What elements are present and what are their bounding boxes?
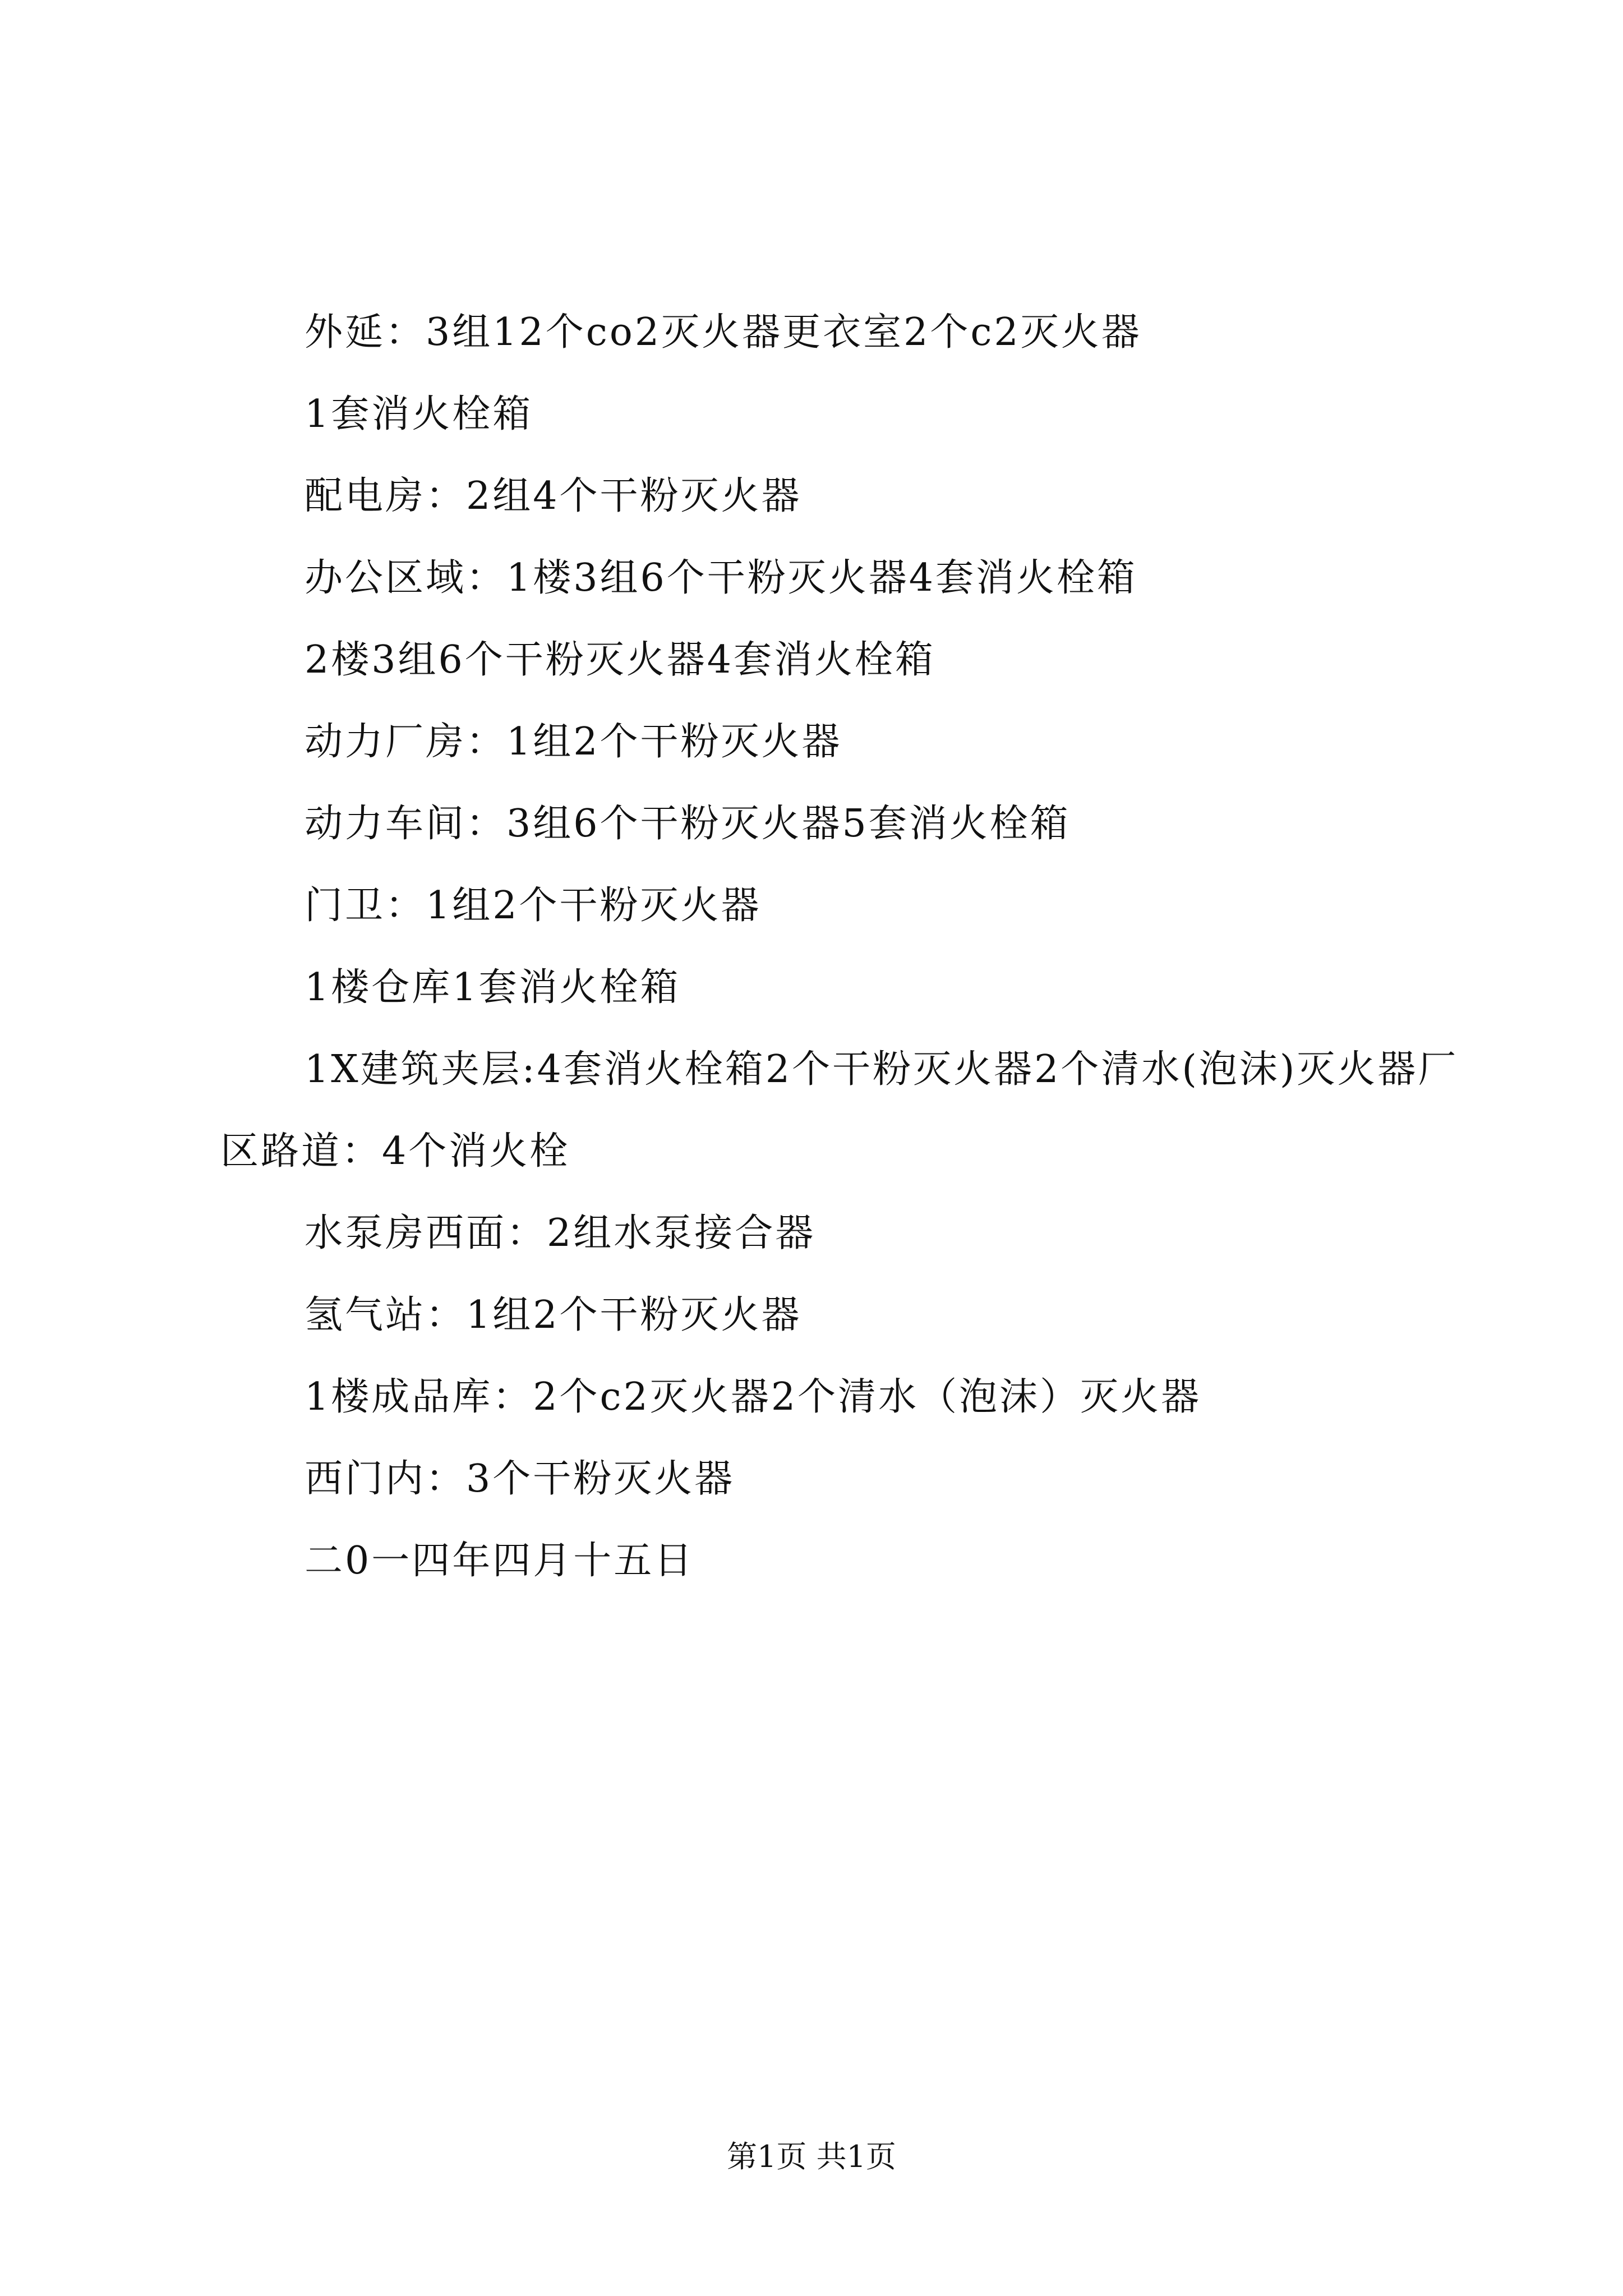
paragraph: 1楼仓库1套消火栓箱 <box>305 965 681 1010</box>
paragraph: 氢气站：1组2个干粉灭火器 <box>305 1293 802 1337</box>
paragraph: 1楼成品库：2个c2灭火器2个清水（泡沫）灭火器 <box>305 1375 1202 1419</box>
paragraph: 动力车间：3组6个干粉灭火器5套消火栓箱 <box>305 802 1071 846</box>
document-body <box>220 292 1460 1602</box>
paragraph: 1套消火栓箱 <box>305 392 533 436</box>
paragraph: 办公区域：1楼3组6个干粉灭火器4套消火栓箱 <box>305 556 1138 600</box>
paragraph: 水泵房西面：2组水泵接合器 <box>305 1211 816 1255</box>
paragraph: 门卫：1组2个干粉灭火器 <box>305 884 762 928</box>
date-line: 二0一四年四月十五日 <box>305 1539 695 1583</box>
paragraph: 外延：3组12个co2灭火器更衣室2个c2灭火器 <box>305 310 1142 355</box>
paragraph: 动力厂房：1组2个干粉灭火器 <box>305 720 842 764</box>
paragraph: 西门内：3个干粉灭火器 <box>305 1457 735 1501</box>
paragraph: 配电房：2组4个干粉灭火器 <box>305 474 802 518</box>
paragraph: 2楼3组6个干粉灭火器4套消火栓箱 <box>305 638 936 682</box>
paragraph: 1X建筑夹层:4套消火栓箱2个干粉灭火器2个清水(泡沫)灭火器厂区路道：4个消火栓 <box>220 1047 1459 1174</box>
page-footer: 第1页 共1页 <box>727 2139 896 2174</box>
